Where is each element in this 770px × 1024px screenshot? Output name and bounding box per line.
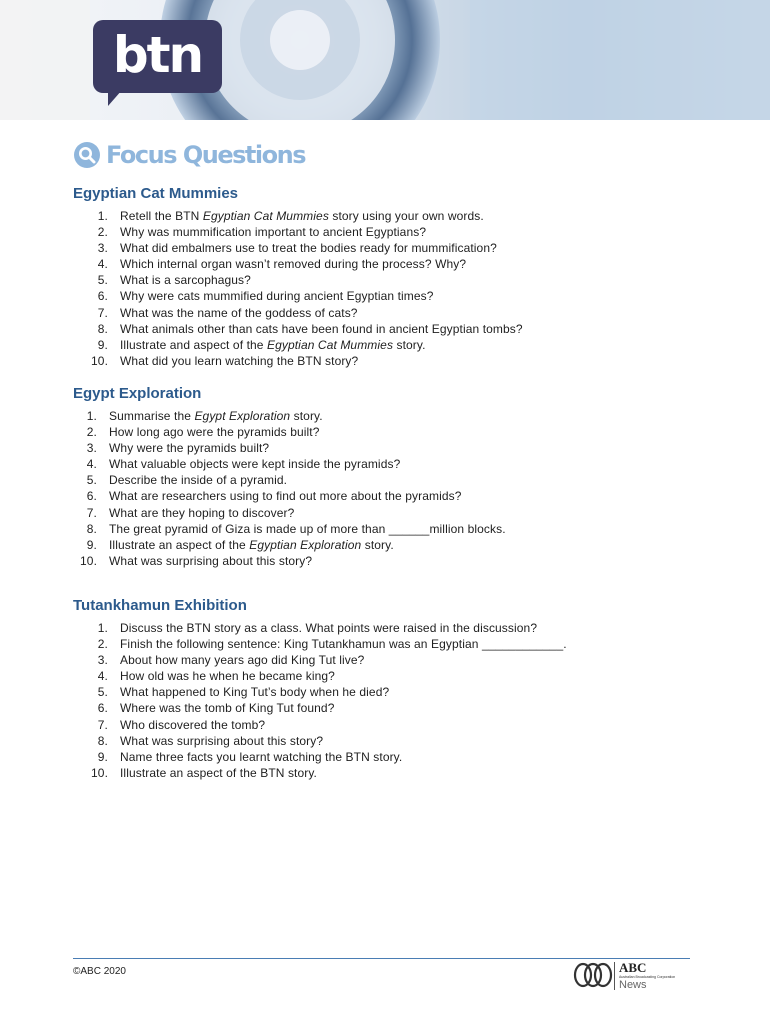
question-text: What did embalmers use to treat the bodies ready for mummification? — [120, 241, 497, 256]
question-list — [73, 620, 693, 781]
question-item — [73, 272, 693, 288]
question-number: 1. — [97, 209, 108, 223]
question-text: What was surprising about this story? — [120, 733, 324, 748]
question-number: 4. — [86, 457, 97, 472]
question-item — [73, 337, 693, 353]
question-item — [73, 668, 693, 684]
question-number: 5. — [97, 685, 108, 700]
question-number: 3. — [97, 653, 108, 668]
btn-logo-tail — [108, 90, 122, 106]
question-text: Why were the pyramids built? — [109, 441, 270, 456]
question-item — [73, 288, 693, 304]
question-text: story. — [361, 537, 394, 552]
question-number: 8. — [97, 321, 108, 336]
question-number: 2. — [86, 425, 97, 440]
question-number: 9. — [97, 749, 108, 764]
abc-lissajous-logo-icon — [573, 962, 613, 988]
question-text: What happened to King Tut’s body when he died? — [120, 685, 390, 700]
question-number: 6. — [97, 701, 108, 716]
question-item — [73, 765, 693, 781]
question-item — [73, 636, 693, 652]
question-text: story. — [393, 337, 426, 352]
question-text: Finish the following sentence: King Tutankhamun was an Egyptian ____________. — [120, 637, 567, 652]
question-text: Illustrate an aspect of the — [109, 537, 250, 552]
question-item — [73, 749, 693, 765]
question-number: 7. — [97, 305, 108, 320]
question-number: 5. — [97, 273, 108, 288]
question-item — [73, 256, 693, 272]
question-number: 1. — [97, 621, 108, 635]
question-number: 3. — [86, 441, 97, 456]
question-text: Summarise the — [109, 409, 195, 423]
question-number: 1. — [86, 409, 97, 423]
question-text: The great pyramid of Giza is made up of more than ______million blocks. — [109, 521, 506, 536]
question-item — [73, 505, 693, 521]
abc-subtitle: Australian Broadcasting Corporation — [619, 975, 676, 979]
section-heading: Egypt Exploration — [73, 385, 202, 402]
question-item — [73, 684, 693, 700]
question-text: Why was mummification important to ancient Egyptians? — [120, 225, 427, 240]
question-number: 10. — [91, 353, 108, 368]
question-item — [73, 240, 693, 256]
section-egypt-exploration — [73, 385, 693, 569]
question-text: Which internal organ wasn’t removed during the process? Why? — [120, 257, 467, 272]
question-number: 9. — [86, 537, 97, 552]
question-item — [73, 224, 693, 240]
question-number: 4. — [97, 669, 108, 684]
question-item — [73, 717, 693, 733]
question-number: 10. — [80, 553, 97, 568]
question-text: What was surprising about this story? — [109, 553, 313, 568]
question-number: 6. — [97, 289, 108, 304]
footer-divider — [73, 958, 690, 959]
question-text: What valuable objects were kept inside the pyramids? — [109, 457, 401, 472]
question-number: 8. — [86, 521, 97, 536]
question-text: How long ago were the pyramids built? — [109, 425, 320, 440]
question-text: Who discovered the tomb? — [120, 717, 266, 732]
question-text: Illustrate an aspect of the BTN story. — [120, 765, 317, 780]
question-text: What are they hoping to discover? — [109, 505, 295, 520]
question-item — [73, 553, 693, 569]
question-item — [73, 208, 693, 224]
story-title: Egyptian Cat Mummies — [267, 337, 394, 352]
question-text: About how many years ago did King Tut live? — [120, 653, 365, 668]
question-number: 7. — [86, 505, 97, 520]
abc-logo-divider — [614, 962, 615, 990]
question-item — [73, 321, 693, 337]
story-title: Egypt Exploration — [194, 409, 291, 423]
question-item — [73, 440, 693, 456]
abc-name: ABC — [619, 960, 647, 975]
question-number: 2. — [97, 637, 108, 652]
question-item — [73, 456, 693, 472]
question-text: Illustrate and aspect of the — [120, 337, 267, 352]
question-item — [73, 353, 693, 369]
question-text: Why were cats mummified during ancient Egyptian times? — [120, 289, 434, 304]
question-item — [73, 521, 693, 537]
copyright-text: ©ABC 2020 — [73, 966, 126, 977]
question-text: Where was the tomb of King Tut found? — [120, 701, 335, 716]
question-text: What did you learn watching the BTN story? — [120, 353, 359, 368]
question-number: 8. — [97, 733, 108, 748]
question-number: 10. — [91, 765, 108, 780]
abc-news-label: News — [619, 979, 647, 991]
question-text: What animals other than cats have been found in ancient Egyptian tombs? — [120, 321, 523, 336]
question-item — [73, 424, 693, 440]
question-number: 9. — [97, 337, 108, 352]
question-item — [73, 733, 693, 749]
question-number: 4. — [97, 257, 108, 272]
question-text: What are researchers using to find out more about the pyramids? — [109, 489, 462, 504]
question-text: Describe the inside of a pyramid. — [109, 473, 288, 488]
question-number: 3. — [97, 241, 108, 256]
question-number: 6. — [86, 489, 97, 504]
question-text: story. — [290, 409, 323, 423]
story-title: Egyptian Cat Mummies — [202, 209, 329, 223]
search-icon — [73, 141, 101, 169]
question-item — [73, 488, 693, 504]
question-text: How old was he when he became king? — [120, 669, 335, 684]
question-number: 5. — [86, 473, 97, 488]
question-item — [73, 305, 693, 321]
question-item — [73, 472, 693, 488]
section-heading: Egyptian Cat Mummies — [73, 185, 239, 202]
page-title — [73, 140, 305, 170]
question-list — [73, 408, 693, 569]
question-item — [73, 700, 693, 716]
question-text: Discuss the BTN story as a class. What points were raised in the discussion? — [120, 621, 538, 635]
question-item — [73, 408, 693, 424]
question-text: What was the name of the goddess of cats? — [120, 305, 358, 320]
section-tutankhamun-exhibition — [73, 597, 693, 781]
section-egyptian-cat-mummies — [73, 185, 693, 369]
question-item — [73, 537, 693, 553]
question-number: 7. — [97, 717, 108, 732]
question-text: Retell the BTN — [120, 209, 203, 223]
question-text: story using your own words. — [328, 209, 484, 223]
question-item — [73, 652, 693, 668]
btn-logo — [93, 20, 222, 93]
header-banner — [0, 0, 770, 120]
question-list — [73, 208, 693, 369]
section-heading: Tutankhamun Exhibition — [73, 597, 247, 614]
page-title-text: Focus Questions — [106, 141, 305, 169]
question-text: Name three facts you learnt watching the BTN story. — [120, 749, 403, 764]
btn-logo-text: btn — [112, 26, 203, 84]
story-title: Egyptian Exploration — [249, 537, 362, 552]
question-text: What is a sarcophagus? — [120, 273, 251, 288]
question-number: 2. — [97, 225, 108, 240]
question-item — [73, 620, 693, 636]
